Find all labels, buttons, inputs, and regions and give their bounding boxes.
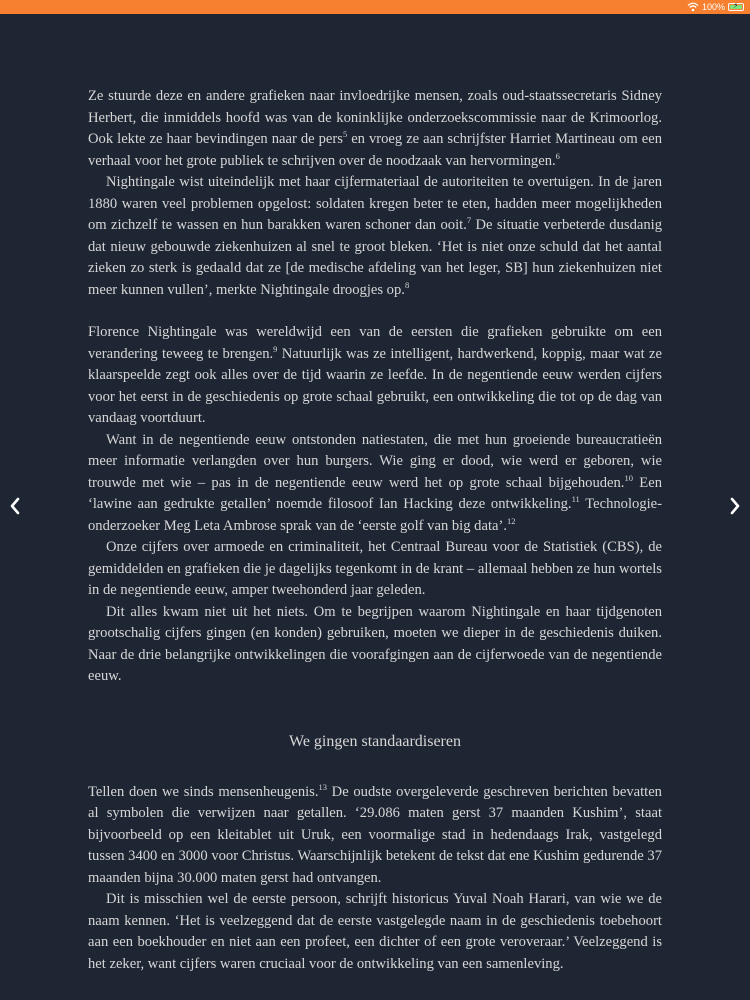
- charging-bolt-icon: ⚡: [733, 1, 739, 10]
- battery-percentage: 100%: [701, 2, 725, 12]
- footnote-ref[interactable]: 8: [404, 279, 410, 290]
- paragraph: [88, 889, 662, 975]
- paragraph: [88, 602, 662, 688]
- footnote-ref[interactable]: 9: [273, 343, 278, 354]
- section-heading: We gingen standaardiseren: [289, 732, 461, 750]
- footnote-ref[interactable]: 13: [318, 781, 327, 792]
- text-run: Natuurlijk was ze intelligent, hardwerkend, koppig, maar wat ze klaarspeelde zegt ook alles over de tijd waarin ze leefde. In de negentiende eeuw werden cijfers voor het eerst in de geschiedenis op grote schaal gebruikt, een ontwikkeling die tot op de dag van vandaag voortduurt.: [88, 345, 662, 426]
- footnote-ref[interactable]: 12: [507, 515, 516, 526]
- paragraph: [88, 782, 662, 890]
- chevron-left-icon: [9, 497, 21, 515]
- text-run: Want in de negentiende eeuw ontstonden natiestaten, die met hun groeiende bureaucratieën meer informatie verlangden over hun burgers. Wie ging er dood, wie werd er geboren, wie trouwde met wie – pas in de negentiende eeuw werd het op grote schaal bijgehouden.: [88, 431, 662, 491]
- text-run: Florence Nightingale was wereldwijd een van de eersten die grafieken gebruikte om een verandering teweeg te brengen.: [88, 324, 662, 362]
- book-page: [88, 86, 662, 975]
- text-run: Dit alles kwam niet uit het niets. Om te begrijpen waarom Nightingale en haar tijdgenoten grootschalig cijfers gingen (en konden) gebruiken, moeten we dieper in de geschiedenis duiken. Naar de drie belangrijke ontwikkelingen die voorafgingen aan de cijferwoede van de negentiende eeuw.: [88, 603, 662, 684]
- footnote-ref[interactable]: 10: [624, 472, 633, 483]
- text-run: en vroeg ze aan schrijfster Harriet Martineau om een verhaal voor het grote publiek te schrijven over de noodzaak van hervormingen.: [88, 131, 662, 169]
- text-run: Tellen doen we sinds mensenheugenis.: [88, 783, 319, 800]
- wifi-icon: [687, 2, 699, 12]
- text-run: De oudste overgeleverde geschreven berichten bevatten al symbolen die verwijzen naar getallen. ‘29.086 maten gerst 37 maanden Kushim’, staat bijvoorbeeld op een kleitablet uit Uruk, een voormalige stad in hedendaags Irak, vastgelegd tussen 3400 en 3000 voor Christus. Waarschijnlijk betekent de tekst dat ene Kushim gedurende 37 maanden bijna 30.000 maten gerst had ontvangen.: [88, 783, 662, 886]
- previous-page-button[interactable]: [4, 494, 26, 518]
- paragraph: [88, 322, 662, 430]
- paragraph: [88, 537, 662, 602]
- text-run: De situatie verbeterde dusdanig dat nieuw gebouwde ziekenhuizen al snel te groot bleken. ‘Het is niet onze schuld dat het aantal zieken zo sterk is gedaald dat ze [de medische afdeling van het leger, SB] hun ziekenhuizen niet meer kunnen vullen’, merkte Nightingale droogjes op.: [88, 217, 663, 298]
- battery-icon: [728, 3, 744, 11]
- footnote-ref[interactable]: 7: [466, 215, 472, 225]
- paragraph: [88, 430, 662, 538]
- status-bar: [0, 0, 750, 14]
- text-run: Nightingale wist uiteindelijk met haar cijfermateriaal de autoriteiten te overtuigen. In de jaren 1880 waren veel problemen opgelost: soldaten kregen beter te eten, hadden meer mogelijkheden om zichzelf te wassen en hun barakken waren schoner dan ooit.: [88, 174, 662, 233]
- footnote-ref[interactable]: 5: [342, 129, 348, 139]
- text-run: Een ‘lawine aan gedrukte getallen’ noemde filosoof Ian Hacking deze ontwikkeling.: [88, 474, 662, 512]
- chevron-right-icon: [729, 497, 741, 515]
- text-run: Dit is misschien wel de eerste persoon, schrijft historicus Yuval Noah Harari, van wie we de naam kennen. ‘Het is veelzeggend dat de eerste vastgelegde naam in de geschiedenis toebehoort aan een boekhouder en niet aan een profeet, een dichter of een grote veroveraar.’ Veelzeggend is het zeker, want cijfers waren cruciaal voor de ontwikkeling van een samenleving.: [88, 891, 662, 972]
- footnote-ref[interactable]: 6: [555, 150, 560, 161]
- paragraph: [88, 86, 662, 172]
- footnote-ref[interactable]: 11: [571, 494, 580, 504]
- paragraph: [88, 172, 662, 301]
- text-run: Ze stuurde deze en andere grafieken naar invloedrijke mensen, zoals oud-staatssecretaris Sidney Herbert, die inmiddels hoofd was van de koninklijke onderzoekscommissie naar de Krimoorlog. Ook lekte ze haar bevindingen naar de pers: [88, 88, 662, 147]
- text-run: Technologie-onderzoeker Meg Leta Ambrose sprak van de ‘eerste golf van big data’.: [88, 496, 663, 534]
- next-page-button[interactable]: [724, 494, 746, 518]
- status-indicators: [687, 2, 744, 12]
- text-run: Onze cijfers over armoede en criminaliteit, het Centraal Bureau voor de Statistiek (CBS), de gemiddelden en grafieken die je dagelijks tegenkomt in de krant – allemaal hebben ze hun wortels in de negentiende eeuw, amper tweehonderd jaar geleden.: [88, 539, 662, 598]
